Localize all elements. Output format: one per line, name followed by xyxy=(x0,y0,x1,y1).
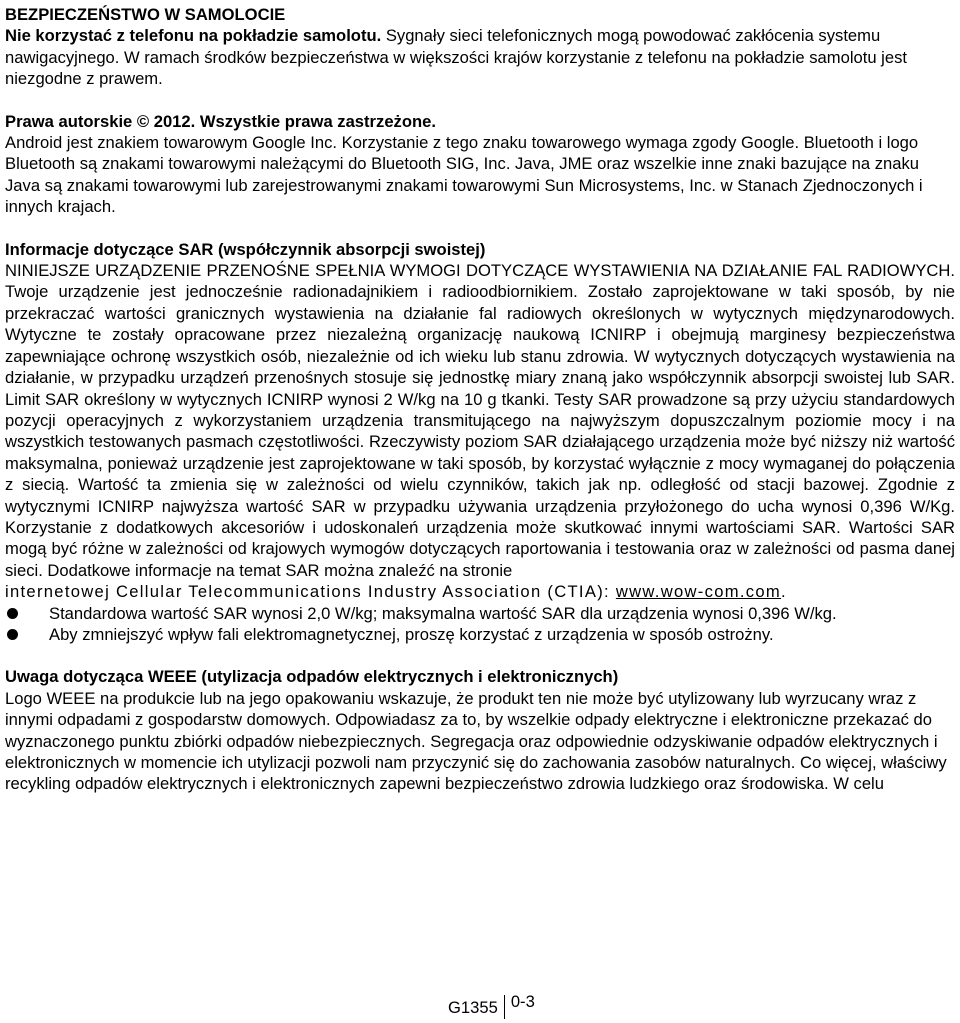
copyright-paragraph: Android jest znakiem towarowym Google Inc. Korzystanie z tego znaku towarowego wymaga zgody Google. Bluetooth i logo Bluetooth są znakami towarowymi należącymi do Bluetooth SIG, Inc. Java, JME oraz wszelkie inne znaki bazujące na znaku Java są znakami towarowymi lub zarejestrowanymi znakami towarowymi Sun Microsystems, Inc. w Stanach Zjednoczonych i innych krajach. xyxy=(5,133,923,217)
copyright-line: Prawa autorskie © 2012. Wszystkie prawa zastrzeżone. xyxy=(5,111,436,131)
sar-bullet-text: Aby zmniejszyć wpływ fali elektromagnetycznej, proszę korzystać z urządzenia w sposób ostrożny. xyxy=(49,624,774,644)
sar-tail xyxy=(5,581,955,602)
sar-tail-end: . xyxy=(781,582,787,602)
bullet-dot-icon xyxy=(7,608,18,619)
list-item xyxy=(5,624,955,645)
safety-paragraph xyxy=(5,25,955,89)
safety-lead-bold: Nie korzystać z telefonu na pokładzie samolotu. xyxy=(5,26,382,46)
sar-body: NINIEJSZE URZĄDZENIE PRZENOŚNE SPEŁNIA WYMOGI DOTYCZĄCE WYSTAWIENIA NA DZIAŁANIE FAL RADIOWYCH. Twoje urządzenie jest jednocześnie radionadajnikiem i radioodbiornikiem. Zostało zaprojektowane w taki sposób, by nie przekraczać wartości granicznych wystawienia na działanie fal radiowych określonych w wytycznych międzynarodowych. Wytyczne te zostały opracowane przez niezależną organizację naukową ICNIRP i obejmują marginesy bezpieczeństwa zapewniające ochronę wszystkich osób, niezależnie od ich wieku lub stanu zdrowia. W wytycznych dotyczących wystawienia na działanie, w przypadku urządzeń przenośnych stosuje się jednostkę miary znaną jako współczynnik absorpcji swoistej lub SAR. Limit SAR określony w wytycznych ICNIRP wynosi 2 W/kg na 10 g tkanki. Testy SAR prowadzone są przy użyciu standardowych pozycji operacyjnych z wykorzystaniem urządzenia transmitującego na najwyższym dopuszczalnym poziomie mocy i na wszystkich testowanych pasmach częstotliwości. Rzeczywisty poziom SAR działającego urządzenia może być niższy niż wartość maksymalna, ponieważ urządzenie jest zaprojektowane w taki sposób, by korzystać wyłącznie z mocy wymaganej do połączenia z siecią. Wartość ta zmienia się w zależności od wielu czynników, takich jak np. odległość od stacji bazowej. Zgodnie z wytycznymi ICNIRP najwyższa wartość SAR w przypadku używania urządzenia przyłożonego do ucha wynosi 0,396 W/Kg. Korzystanie z dodatkowych akcesoriów i udoskonaleń urządzenia może skutkować innymi wartościami SAR. Wartości SAR mogą być różne w zależności od krajowych wymogów dotyczących raportowania i testowania oraz w zależności od pasma danej sieci. Dodatkowe informacje na temat SAR można znaleźć na stronie xyxy=(5,261,955,580)
safety-title: BEZPIECZEŃSTWO W SAMOLOCIE xyxy=(5,5,286,24)
sar-title: Informacje dotyczące SAR (współczynnik absorpcji swoistej) xyxy=(5,239,486,259)
sar-bullet-list xyxy=(5,603,955,646)
bullet-dot-icon xyxy=(7,629,18,640)
sar-tail-text: internetowej Cellular Telecommunications Industry Association (CTIA): xyxy=(5,582,616,602)
footer-divider xyxy=(504,995,505,1019)
sar-bullet-text: Standardowa wartość SAR wynosi 2,0 W/kg; maksymalna wartość SAR dla urządzenia wynosi 0,396 W/kg. xyxy=(49,603,837,623)
safety-lead-text: Sygnały sieci telefonicznych mogą powodować zakłócenia systemu nawigacyjnego. W ramach środków bezpieczeństwa w większości krajów korzystanie z telefonu na pokładzie samolotu jest niezgodne z prawem. xyxy=(5,26,908,89)
page-footer xyxy=(448,991,535,1019)
document-page xyxy=(5,4,955,795)
weee-title: Uwaga dotycząca WEEE (utylizacja odpadów elektrycznych i elektronicznych) xyxy=(5,667,619,687)
model-number: G1355 xyxy=(448,998,498,1017)
weee-body: Logo WEEE na produkcie lub na jego opakowaniu wskazuje, że produkt ten nie może być utylizowany lub wyrzucany wraz z innymi odpadami z gospodarstw domowych. Odpowiadasz za to, by wszelkie odpady elektryczne i elektroniczne przekazać do wyznaczonego punktu zbiórki odpadów niebezpiecznych. Segregacja oraz odpowiednie odzyskiwanie odpadów elektrycznych i elektronicznych w momencie ich utylizacji pozwoli nam przyczynić się do zachowania zasobów naturalnych. Co więcej, właściwy recykling odpadów elektrycznych i elektronicznych zapewni bezpieczeństwo zdrowia ludzkiego oraz środowiska. W celu xyxy=(5,688,947,794)
ctia-link[interactable]: www.wow-com.com xyxy=(615,582,782,602)
list-item xyxy=(5,603,955,624)
page-number: 0-3 xyxy=(510,992,535,1011)
